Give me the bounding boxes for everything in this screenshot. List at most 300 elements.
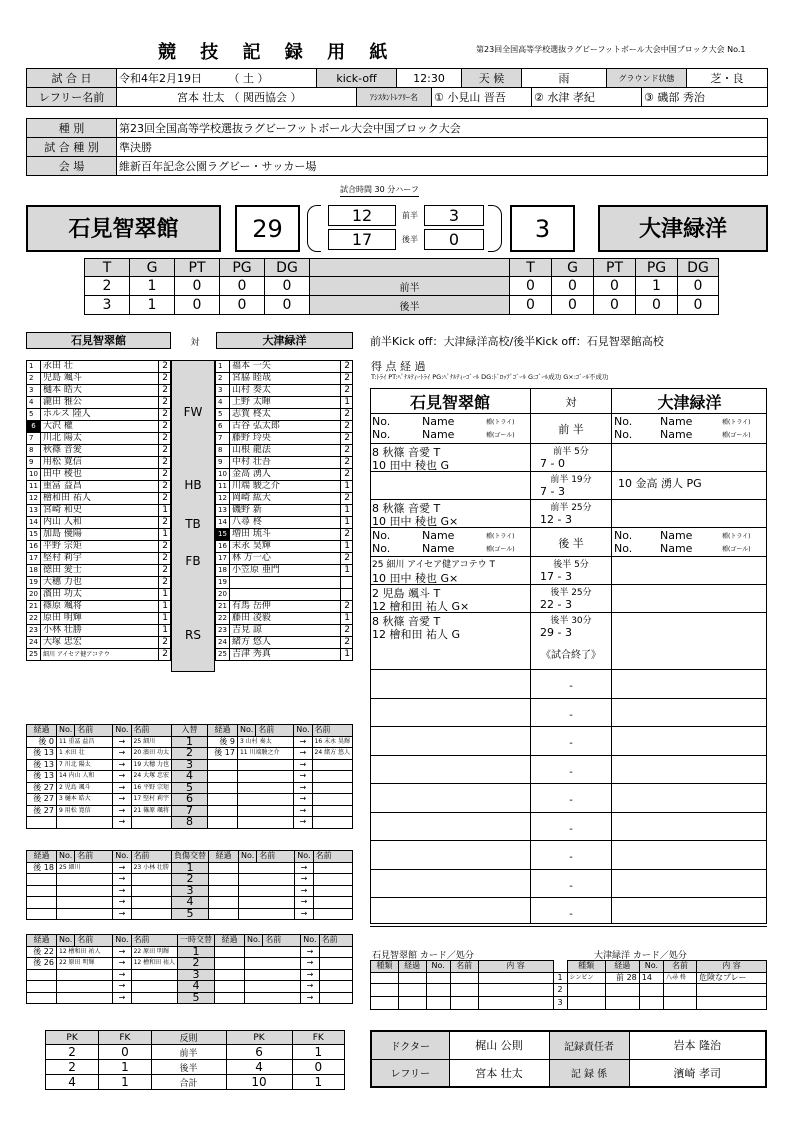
player-appearances: 2 <box>341 373 353 385</box>
subs-cell: 名前 <box>131 851 171 863</box>
roster-row <box>27 553 171 565</box>
subs-cell <box>131 992 177 1004</box>
score-h1: 8 秋篠 音愛 T <box>372 502 441 515</box>
subs-row <box>27 748 353 760</box>
subs-cell: → <box>294 736 312 748</box>
player-name: 加島 優陽 <box>41 529 159 541</box>
pk-cell: 1 <box>99 1075 151 1090</box>
bd-h-pt2: PT <box>594 259 636 277</box>
subs-cell <box>207 759 237 771</box>
player-number: 4 <box>27 397 41 409</box>
subs-row <box>27 897 353 909</box>
roster-row <box>27 529 171 541</box>
subs-cell <box>57 897 113 909</box>
player-number: 12 <box>216 493 230 505</box>
subs-cell: 名前 <box>75 851 113 863</box>
subs-cell: 経過 <box>27 725 57 737</box>
subs-cell <box>209 897 239 909</box>
player-appearances: 2 <box>341 601 353 613</box>
subs-cell: 後 17 <box>207 748 237 760</box>
subs-cell: 1 <box>172 862 209 874</box>
subs-cell: No. <box>56 725 74 737</box>
player-number: 25 <box>216 649 230 661</box>
home-team-box <box>26 205 221 252</box>
score-t: 前半 19分 <box>550 475 592 485</box>
row-divider <box>370 812 767 813</box>
subs-cell: → <box>295 885 313 897</box>
subs-cell <box>215 981 245 993</box>
player-appearances: 2 <box>159 421 171 433</box>
card-h: No. <box>426 961 450 973</box>
subs-cell: No. <box>57 935 75 947</box>
score-dash: - <box>569 852 573 863</box>
rec2-label: 記 録 係 <box>549 1059 629 1087</box>
player-number: 9 <box>27 457 41 469</box>
player-appearances: 1 <box>341 541 353 553</box>
player-appearances: 1 <box>341 481 353 493</box>
subs-cell: 12 檜和田 祐人 <box>131 958 177 970</box>
player-appearances: 2 <box>341 625 353 637</box>
subs-cell: 名前 <box>256 725 294 737</box>
no-label: No. <box>372 542 391 555</box>
subs-cell: 7 <box>171 805 207 817</box>
subs-cell: 後 27 <box>27 805 57 817</box>
score-h1: 2 児島 颯斗 T <box>372 587 441 600</box>
subs-cell: 2 <box>172 874 209 886</box>
no-label: No. <box>614 542 633 555</box>
roster-row <box>216 457 353 469</box>
roster-row <box>27 505 171 517</box>
subs-cell: 20 濱田 功太 <box>131 748 171 760</box>
subs-cell: → <box>301 969 319 981</box>
roster-row <box>27 481 171 493</box>
player-number: 8 <box>216 445 230 457</box>
subs-cell: 11 重冨 益昌 <box>56 736 112 748</box>
player-name: 磯野 新 <box>230 505 341 517</box>
subs-cell <box>313 862 352 874</box>
player-number: 10 <box>27 469 41 481</box>
away-team-box <box>598 205 768 252</box>
roster-row <box>216 505 353 517</box>
bd-cell: 0 <box>678 296 719 315</box>
bd-cell: 0 <box>552 296 594 315</box>
player-name: 内山 人和 <box>41 517 159 529</box>
player-number: 16 <box>27 541 41 553</box>
subs-cell: → <box>113 748 131 760</box>
player-appearances: 2 <box>341 493 353 505</box>
subs-cell: 5 <box>178 992 215 1004</box>
player-name: 大穗 力也 <box>41 577 159 589</box>
away-total: 3 <box>534 215 551 243</box>
kind-value: 準決勝 <box>117 138 768 157</box>
subs-cell: → <box>113 736 131 748</box>
roster-row <box>27 409 171 421</box>
bd-second-label: 後半 <box>310 296 510 315</box>
subs-cell <box>312 794 352 806</box>
subs-cell: 4 <box>178 981 215 993</box>
roster-row <box>27 361 171 373</box>
bd-cell: 1 <box>130 296 175 315</box>
first-half-away: 3 <box>424 205 484 226</box>
subs-cell: 4 <box>171 771 207 783</box>
bracket-left <box>307 205 321 252</box>
subs-cell <box>27 969 57 981</box>
subs-cell: 12 檜和田 祐人 <box>57 946 113 958</box>
player-name: 末永 昊輝 <box>230 541 341 553</box>
subs-cell <box>319 981 352 993</box>
away-team-name: 大津緑洋 <box>638 217 727 242</box>
player-number: 10 <box>216 469 230 481</box>
subs-cell <box>27 981 57 993</box>
player-name: 吉見 諒 <box>230 625 341 637</box>
pk-cell: 1 <box>292 1045 344 1060</box>
type1-label: 種(トライ) <box>486 419 515 426</box>
subs-cell: 後 26 <box>27 958 57 970</box>
roster-row <box>27 637 171 649</box>
player-name: 林 万一心 <box>230 553 341 565</box>
home-total-box <box>235 205 300 252</box>
player-number: 6 <box>27 421 41 433</box>
score-h2: 10 田中 稜也 G× <box>372 515 459 528</box>
player-number: 7 <box>216 433 230 445</box>
player-appearances: 1 <box>341 649 353 661</box>
bracket-right <box>488 205 502 252</box>
subs-cell: 1 永田 壮 <box>56 748 112 760</box>
subs-cell <box>131 981 177 993</box>
player-number: 24 <box>27 637 41 649</box>
subs-cell <box>245 958 301 970</box>
subs-cell: 名前 <box>319 935 352 947</box>
subs-cell <box>209 908 239 920</box>
subs-cell <box>237 759 293 771</box>
player-number: 3 <box>27 385 41 397</box>
subs-cell: 名前 <box>263 935 301 947</box>
document-subtitle: 第23回全国高等学校選抜ラグビーフットボール大会中国ブロック大会 No.1 <box>476 45 746 54</box>
subs-cell: 名前 <box>75 935 113 947</box>
subs-cell: 16 平野 宗矩 <box>131 782 171 794</box>
venue-value: 維新百年記念公園ラグビー・サッカー場 <box>117 157 768 176</box>
subs-cell <box>57 981 113 993</box>
roster-vs: 対 <box>190 338 200 348</box>
subs-cell <box>131 908 171 920</box>
kickoff-note: 前半Kick off：大津緑洋高校/後半Kick off：石見智翠館高校 <box>370 335 664 348</box>
roster-home-header: 石見智翠館 <box>26 332 171 349</box>
card-h: 名前 <box>663 961 696 973</box>
score-t: 後半 5分 <box>553 560 589 570</box>
pk-cell: 1 <box>99 1060 151 1075</box>
subs-cell: No. <box>294 725 312 737</box>
subs-cell <box>207 805 237 817</box>
player-appearances: 2 <box>159 517 171 529</box>
roster-row <box>27 625 171 637</box>
score-s: 7 - 3 <box>540 485 565 498</box>
player-name: 堅村 莉宇 <box>41 553 159 565</box>
player-appearances: 2 <box>159 541 171 553</box>
bd-cell: 1 <box>130 277 175 296</box>
subs-cell <box>312 805 352 817</box>
player-appearances: 2 <box>159 493 171 505</box>
player-appearances: 2 <box>341 361 353 373</box>
subs-cell: → <box>113 946 131 958</box>
ref-assoc: （ 関西協会 ） <box>227 88 357 107</box>
ar2: ② 水津 孝紀 <box>532 88 642 107</box>
subs-cell: → <box>301 958 319 970</box>
subs-cell <box>57 874 113 886</box>
pk-label: 後半 <box>151 1060 226 1075</box>
score-t: 後半 25分 <box>550 588 592 598</box>
player-name: 樋本 皓大 <box>41 385 159 397</box>
subs-cell <box>215 969 245 981</box>
subs-cell <box>245 969 301 981</box>
score-dash: - <box>569 880 573 892</box>
subs-cell: 2 <box>171 748 207 760</box>
pos-fb: FB <box>185 554 201 568</box>
roster-row <box>216 625 353 637</box>
card-h: 内 容 <box>478 961 553 973</box>
breakdown-table <box>84 258 719 315</box>
pk-h: FK <box>292 1031 344 1045</box>
subs-row <box>27 908 353 920</box>
pk-label: 前半 <box>151 1045 226 1060</box>
subs-cell: No. <box>301 935 319 947</box>
score-a: 10 金高 湧人 PG <box>618 477 702 490</box>
subs-row <box>27 885 353 897</box>
subs-cell <box>245 981 301 993</box>
ref-value: 宮本 壮太 <box>117 88 227 107</box>
away-total-box <box>510 205 575 252</box>
row-divider <box>370 669 767 670</box>
roster-row <box>27 541 171 553</box>
away-roster <box>215 360 353 661</box>
row-divider <box>370 897 767 898</box>
player-number: 18 <box>216 565 230 577</box>
player-name: 増田 琉斗 <box>230 529 341 541</box>
subs-cell <box>215 946 245 958</box>
match-time: 試合時間 30 分ハーフ <box>340 184 419 197</box>
player-appearances: 1 <box>159 613 171 625</box>
card-h: 内 容 <box>697 961 767 973</box>
second-half-label: 後半 <box>402 235 418 244</box>
player-name: 吉津 秀真 <box>230 649 341 661</box>
subs-cell <box>319 992 352 1004</box>
score-h1: 8 秋篠 音愛 T <box>372 615 441 628</box>
subs-cell: No. <box>113 851 131 863</box>
roster-row <box>27 493 171 505</box>
roster-row <box>27 433 171 445</box>
name-label: Name <box>660 415 693 428</box>
subs-cell <box>27 874 57 886</box>
type2-label: 種(ゴール) <box>486 546 515 553</box>
player-number: 22 <box>27 613 41 625</box>
subs-cell: No. <box>113 935 131 947</box>
first-half-home: 12 <box>328 205 396 226</box>
subs-cell: 後 13 <box>27 748 57 760</box>
name-label: Name <box>660 529 693 542</box>
second-half-away: 0 <box>424 229 484 250</box>
subs-cell: 一時交替 <box>178 935 215 947</box>
roster-row <box>216 565 353 577</box>
subs-cell: → <box>113 862 131 874</box>
player-number: 2 <box>216 373 230 385</box>
roster-row <box>216 385 353 397</box>
player-appearances: 2 <box>159 553 171 565</box>
first-half-label: 前半 <box>402 211 418 220</box>
player-appearances: 2 <box>341 433 353 445</box>
subs-row <box>27 874 353 886</box>
player-number: 1 <box>27 361 41 373</box>
bd-cell: 0 <box>636 296 678 315</box>
subs-cell: No. <box>295 851 313 863</box>
subs-cell: → <box>113 908 131 920</box>
subs-row <box>27 736 353 748</box>
subs-cell <box>131 817 171 829</box>
roster-row <box>216 493 353 505</box>
subs-cell: → <box>113 782 131 794</box>
pk-cell: 10 <box>226 1075 292 1090</box>
subs-cell: → <box>113 885 131 897</box>
scoring-vs: 対 <box>565 396 577 409</box>
no-label: No. <box>614 428 633 441</box>
ground-value: 芝・良 <box>687 69 768 88</box>
pk-cell: 4 <box>226 1060 292 1075</box>
subs-cell <box>237 817 293 829</box>
player-appearances: 2 <box>341 445 353 457</box>
first-half-header <box>370 414 767 442</box>
subs-cell: 後 22 <box>27 946 57 958</box>
row-divider <box>370 783 767 784</box>
player-name: 用松 寛信 <box>41 457 159 469</box>
pk-h: PK <box>46 1031 99 1045</box>
subs-cell: → <box>301 981 319 993</box>
player-name: 八尋 柊 <box>230 517 341 529</box>
subs-cell: 経過 <box>209 851 239 863</box>
player-appearances: 2 <box>341 421 353 433</box>
subs-cell <box>56 817 112 829</box>
roster-row <box>216 433 353 445</box>
roster-row <box>216 373 353 385</box>
kickoff-label: kick-off <box>317 69 397 88</box>
roster-row <box>216 361 353 373</box>
subs-row <box>27 759 353 771</box>
subs-cell: 名前 <box>312 725 352 737</box>
subs-cell: 5 <box>172 908 209 920</box>
player-appearances: 1 <box>341 565 353 577</box>
pk-h: PK <box>226 1031 292 1045</box>
card-h: 名前 <box>450 961 478 973</box>
name-label: Name <box>422 529 455 542</box>
cards-home-title: 石見智翠館 カード／処分 <box>372 951 474 961</box>
player-appearances: 2 <box>341 469 353 481</box>
player-appearances: 2 <box>159 385 171 397</box>
subs-cell: → <box>294 805 312 817</box>
subs-cell: 1 <box>171 736 207 748</box>
pos-fw: FW <box>183 405 203 419</box>
bd-cell: 2 <box>85 277 130 296</box>
subs-cell: → <box>113 969 131 981</box>
bd-cell: 0 <box>220 296 265 315</box>
weather-label: 天 候 <box>462 69 522 88</box>
player-name <box>230 577 341 589</box>
player-name: 細川 アイセア健アコテウ <box>41 649 159 661</box>
player-appearances: 2 <box>159 409 171 421</box>
subs-cell <box>313 885 352 897</box>
referee-table <box>26 87 768 107</box>
doctor-label: ドクター <box>371 1031 449 1059</box>
player-appearances: 1 <box>159 505 171 517</box>
player-name: 有馬 岳伸 <box>230 601 341 613</box>
roster-row <box>216 553 353 565</box>
player-number: 11 <box>27 481 41 493</box>
bd-cell: 3 <box>85 296 130 315</box>
second-half-home: 17 <box>328 229 396 250</box>
score-h2: 12 檜和田 祐人 G <box>372 628 461 641</box>
subs-cell: → <box>295 897 313 909</box>
player-name: 山村 奏太 <box>230 385 341 397</box>
subs-cell: → <box>301 992 319 1004</box>
type1-label: 種(トライ) <box>486 533 515 540</box>
subs-cell: → <box>295 874 313 886</box>
roster-row <box>27 577 171 589</box>
player-name: 徳田 愛士 <box>41 565 159 577</box>
subs-row <box>27 992 353 1004</box>
subs-cell: → <box>113 958 131 970</box>
roster-row <box>27 649 171 661</box>
subs-cell: 7 川北 陽太 <box>56 759 112 771</box>
score-s: 12 - 3 <box>540 513 572 526</box>
subs-cell: 後 27 <box>27 794 57 806</box>
player-number: 23 <box>27 625 41 637</box>
roster-row <box>216 469 353 481</box>
subs-cell: 経過 <box>27 851 57 863</box>
player-name <box>230 589 341 601</box>
player-name: 秋篠 音愛 <box>41 445 159 457</box>
subs-cell: 16 末永 昊輝 <box>312 736 352 748</box>
bd-h-t2: T <box>510 259 552 277</box>
player-appearances: 1 <box>341 397 353 409</box>
score-h1: 8 秋篠 音愛 T <box>372 446 441 459</box>
subs-cell: 後 18 <box>27 862 57 874</box>
subs-cell <box>237 771 293 783</box>
score-t: 前半 25分 <box>550 503 592 513</box>
subs-cell: 22 原田 明輝 <box>57 958 113 970</box>
player-number: 16 <box>216 541 230 553</box>
no-label: No. <box>372 428 391 441</box>
subs-cell: 名前 <box>257 851 295 863</box>
subs-cell: No. <box>245 935 263 947</box>
subs-cell: 23 小林 壮勝 <box>131 862 171 874</box>
player-name: 宮脇 睦哉 <box>230 373 341 385</box>
subs-cell <box>27 817 57 829</box>
roster-row <box>27 589 171 601</box>
second-label: 後 半 <box>558 537 584 550</box>
player-name: 瀧田 雅公 <box>41 397 159 409</box>
bd-cell: 0 <box>552 277 594 296</box>
row-divider <box>370 869 767 870</box>
player-number: 12 <box>27 493 41 505</box>
name-label: Name <box>422 542 455 555</box>
player-number: 21 <box>216 601 230 613</box>
name-label: Name <box>660 428 693 441</box>
subs-row <box>27 946 353 958</box>
player-appearances: 2 <box>159 397 171 409</box>
player-appearances: 2 <box>159 457 171 469</box>
player-number: 9 <box>216 457 230 469</box>
bd-h-t: T <box>85 259 130 277</box>
subs-cell <box>239 885 295 897</box>
subs-cell: → <box>113 897 131 909</box>
subs-cell <box>209 874 239 886</box>
subs-cell <box>131 969 177 981</box>
